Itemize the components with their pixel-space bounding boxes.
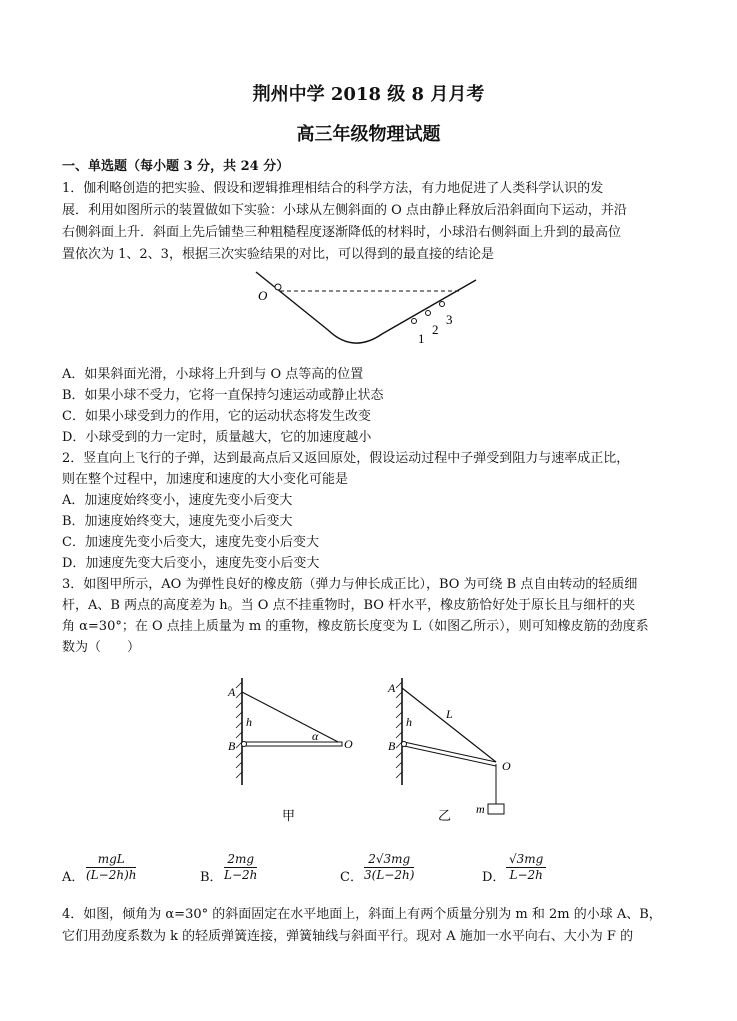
option-label: D． [482,870,506,885]
q2-option-b: B．加速度始终变大，速度先变小后变大 [62,514,293,529]
fraction-denominator: L−2h [509,868,543,882]
fraction-denominator: (L−2h)h [86,868,137,882]
point-b-label: B [388,739,396,753]
position-3-label: 3 [446,312,453,327]
incline-figure [250,268,490,368]
length-l-label: L [446,707,453,721]
point-o-label: O [502,759,511,773]
exam-title: 荆州中学 2018 级 8 月月考 [252,84,485,105]
q3-line: 杆，A、B 两点的高度差为 h。当 O 点不挂重物时，BO 杆水平，橡皮筋恰好处于原长且与细杆的夹 [62,598,636,613]
figure-jia [220,670,370,830]
option-label: B． [200,870,223,885]
mass-m-label: m [476,802,485,816]
figure-yi [380,670,530,830]
q2-option-c: C．加速度先变小后变大，速度先变小后变大 [62,535,319,550]
height-h-label: h [406,715,412,729]
section-heading: 一、单选题（每小题 3 分，共 24 分） [62,159,290,174]
q1-line: 右侧斜面上升．斜面上先后铺垫三种粗糙程度逐渐降低的材料时，小球沿右侧斜面上升到的最高位 [62,225,622,240]
fraction-numerator: mgL [86,852,136,868]
option-fraction [86,852,136,883]
exam-subtitle: 高三年级物理试题 [296,124,441,145]
q2-option-d: D．加速度先变大后变小，速度先变小后变大 [62,556,320,571]
q4-line: 它们用劲度系数为 k 的轻质弹簧连接，弹簧轴线与斜面平行。现对 A 施加一水平向右、大小为 F 的 [62,929,634,944]
position-2-label: 2 [432,322,439,337]
q1-option-b: B．如果小球不受力，它将一直保持匀速运动或静止状态 [62,388,384,403]
option-label: C． [340,870,363,885]
position-1-label: 1 [418,331,425,346]
fraction-denominator: L−2h [224,868,258,882]
q3-line: 数为（ ） [62,640,141,655]
point-a-label: A [388,681,396,695]
point-o-label: O [344,737,353,751]
fraction-denominator: 3(L−2h) [364,868,415,882]
figure-caption: 乙 [438,808,452,823]
option-fraction [224,852,257,883]
option-label: A． [62,870,85,885]
q1-line: 置依次为 1、2、3，根据三次实验结果的对比，可以得到的最直接的结论是 [62,247,494,262]
q2-line: 2．竖直向上飞行的子弹，达到最高点后又返回原处，假设运动过程中子弹受到阻力与速率成正比， [62,451,630,466]
fraction-numerator: √3mg [506,852,546,868]
point-b-label: B [228,739,236,753]
q4-line: 4．如图，倾角为 α=30° 的斜面固定在水平地面上，斜面上有两个质量分别为 m 和 2m 的小球 A、B， [62,907,662,922]
q1-line: 展．利用如图所示的装置做如下实验：小球从左侧斜面的 O 点由静止释放后沿斜面向下运动，并沿 [62,203,627,218]
q1-option-c: C．如果小球受到力的作用，它的运动状态将发生改变 [62,409,371,424]
point-a-label: A [228,685,236,699]
q2-option-a: A．加速度始终变小，速度先变小后变大 [62,493,293,508]
q2-line: 则在整个过程中，加速度和速度的大小变化可能是 [62,472,349,487]
figure-caption: 甲 [282,808,296,823]
q3-line: 3．如图甲所示，AO 为弹性良好的橡皮筋（弹力与伸长成正比），BO 为可绕 B 点自由转动的轻质细 [62,577,638,592]
q1-line: 1．伽利略创造的把实验、假设和逻辑推理相结合的科学方法，有力地促进了人类科学认识的发 [62,181,604,196]
option-fraction [364,852,414,883]
q1-option-d: D．小球受到的力一定时，质量越大，它的加速度越小 [62,430,372,445]
q1-option-a: A．如果斜面光滑，小球将上升到与 O 点等高的位置 [62,367,364,382]
fraction-numerator: 2mg [224,852,257,868]
fraction-numerator: 2√3mg [364,852,414,868]
q3-line: 角 α=30°；在 O 点挂上质量为 m 的重物，橡皮筋长度变为 L（如图乙所示），则可知橡皮筋的劲度系 [62,619,649,634]
option-fraction [506,852,546,883]
point-o-label: O [258,288,268,303]
angle-alpha-label: α [312,729,319,743]
height-h-label: h [246,715,252,729]
